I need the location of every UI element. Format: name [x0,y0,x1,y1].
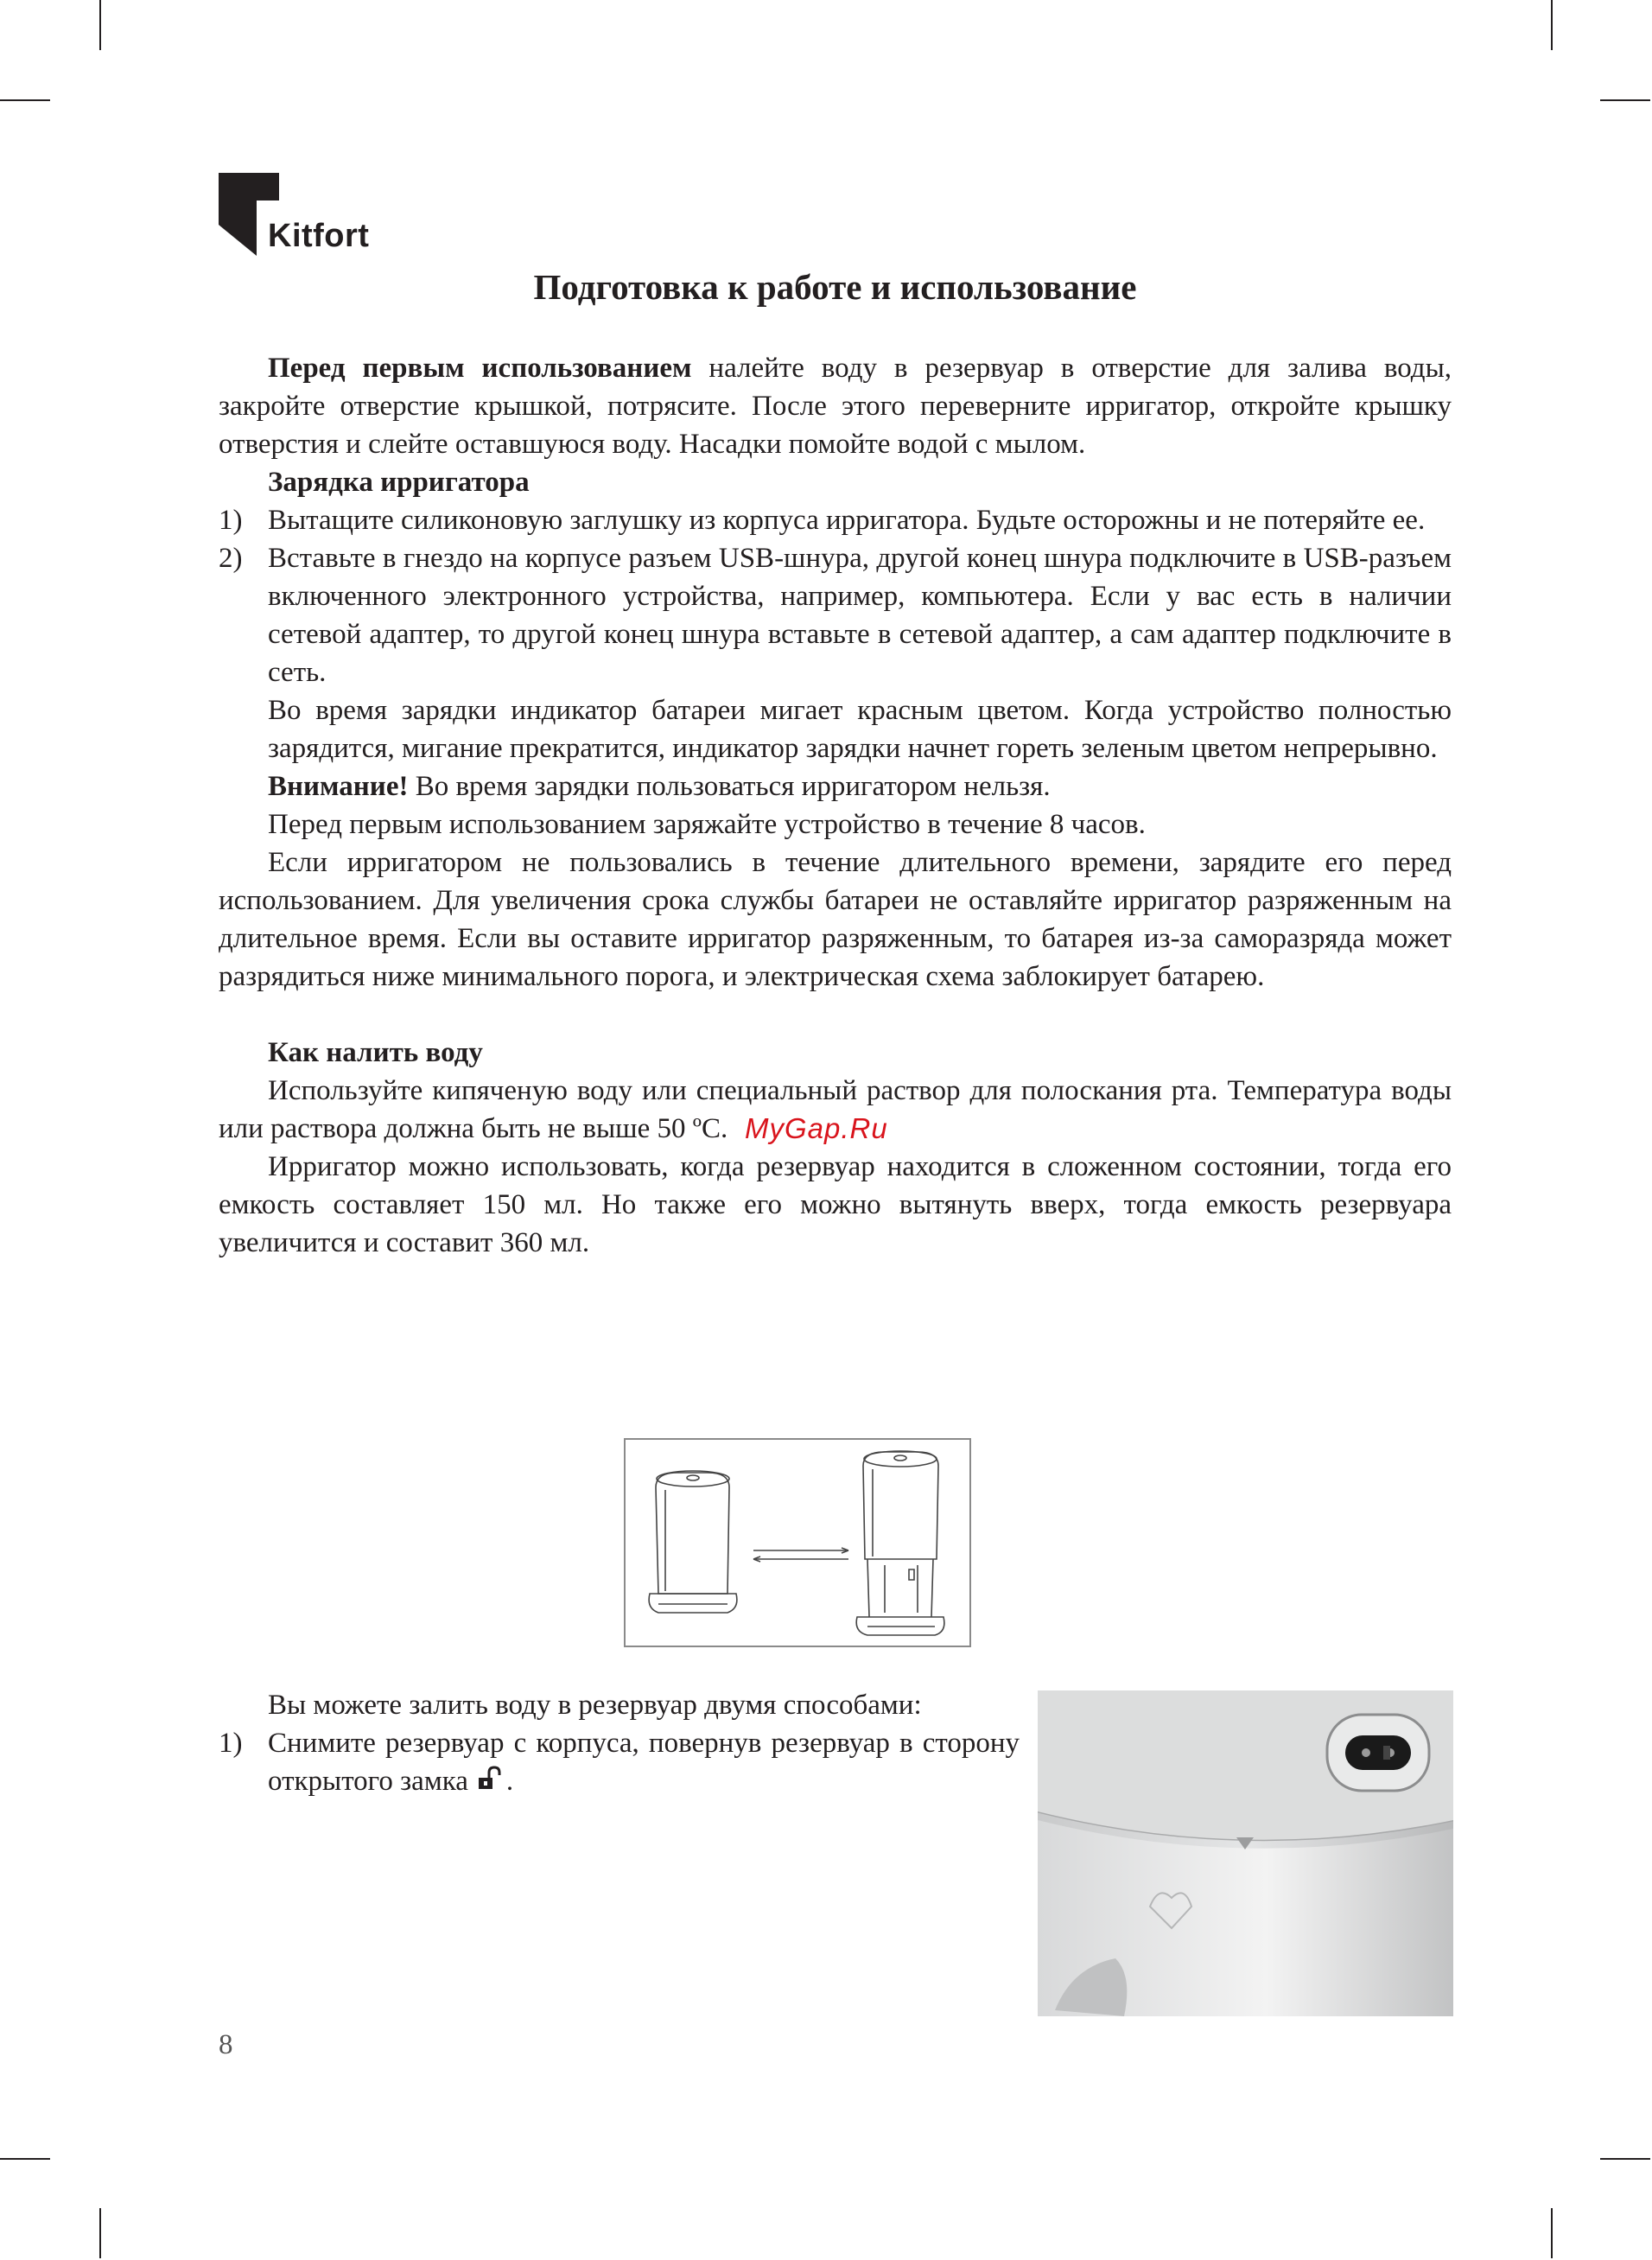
crop-mark [99,2208,101,2258]
intro-bold: Перед первым использованием [268,353,692,384]
storage-paragraph: Если ирригатором не пользовались в течение длительного времени, зарядите его перед использованием. Для увеличения срока службы батареи не оставляйте ирригатор разряженным на длительное время. Если вы оставите ирригатор разряженным, то батарея из-за саморазряда может разрядиться ниже минимального порога, и электрическая схема заблокирует батарею. [219,847,1452,992]
brand-name: Kitfort [268,218,370,254]
page-number: 8 [219,2029,233,2060]
crop-mark [1600,99,1650,101]
list-item: 1) Снимите резервуар с корпуса, повернув резервуар в сторону открытого замка . [219,1728,1020,1797]
charging-heading: Зарядка ирригатора [268,467,530,498]
water-paragraph-1: Используйте кипяченую воду или специальный раствор для полоскания рта. Температура воды или раствора должна быть не выше 50 ºС. [219,1075,1452,1144]
crop-mark [99,0,101,50]
crop-mark [1551,2208,1553,2258]
crop-mark [1600,2158,1650,2160]
first-use-paragraph: Перед первым использованием заряжайте устройство в течение 8 часов. [268,809,1146,840]
list-item: 1) Вытащите силиконовую заглушку из корпуса ирригатора. Будьте осторожны и не потеряйте ее. [219,505,1426,536]
water-heading: Как налить воду [268,1037,483,1068]
reservoir-illustration [624,1438,971,1647]
list-item: 2) Вставьте в гнездо на корпусе разъем USB-шнура, другой конец шнура подключите в USB-разъем включенного электронного устройства, например, компьютера. Если у вас есть в наличии сетевой адаптер, то другой конец шнура вставьте в сетевой адаптер, а сам адаптер подключите в сеть. [219,543,1452,688]
watermark: MyGap.Ru [745,1112,888,1144]
device-photo [1038,1690,1453,2016]
crop-mark [0,99,50,101]
ways-paragraph: Вы можете залить воду в резервуар двумя способами: [268,1690,922,1721]
page-title: Подготовка к работе и использование [533,267,1137,307]
warning-paragraph: Внимание! Во время зарядки пользоваться ирригатором нельзя. [268,771,1051,802]
open-lock-icon [477,1766,503,1792]
charging-port-photo-icon [1038,1690,1453,2016]
reservoir-drawing-icon [626,1440,969,1646]
crop-mark [0,2158,50,2160]
intro-paragraph: Перед первым использованием налейте воду в резервуар в отверстие для залива воды, закройте отверстие крышкой, потрясите. После этого переверните ирригатор, откройте крышку отверстия и слейте оставшуюся воду. Насадки помойте водой с мылом. [219,353,1452,460]
indicator-paragraph: Во время зарядки индикатор батареи мигает красным цветом. Когда устройство полностью зарядится, мигание прекратится, индикатор зарядки начнет гореть зеленым цветом непрерывно. [268,695,1452,764]
ways-text [219,1686,1020,1800]
water-paragraph-2: Ирригатор можно использовать, когда резервуар находится в сложенном состоянии, тогда его емкость составляет 150 мл. Но также его можно вытянуть вверх, тогда емкость резервуара увеличится и составит 360 мл. [219,1151,1452,1258]
crop-mark [1551,0,1553,50]
